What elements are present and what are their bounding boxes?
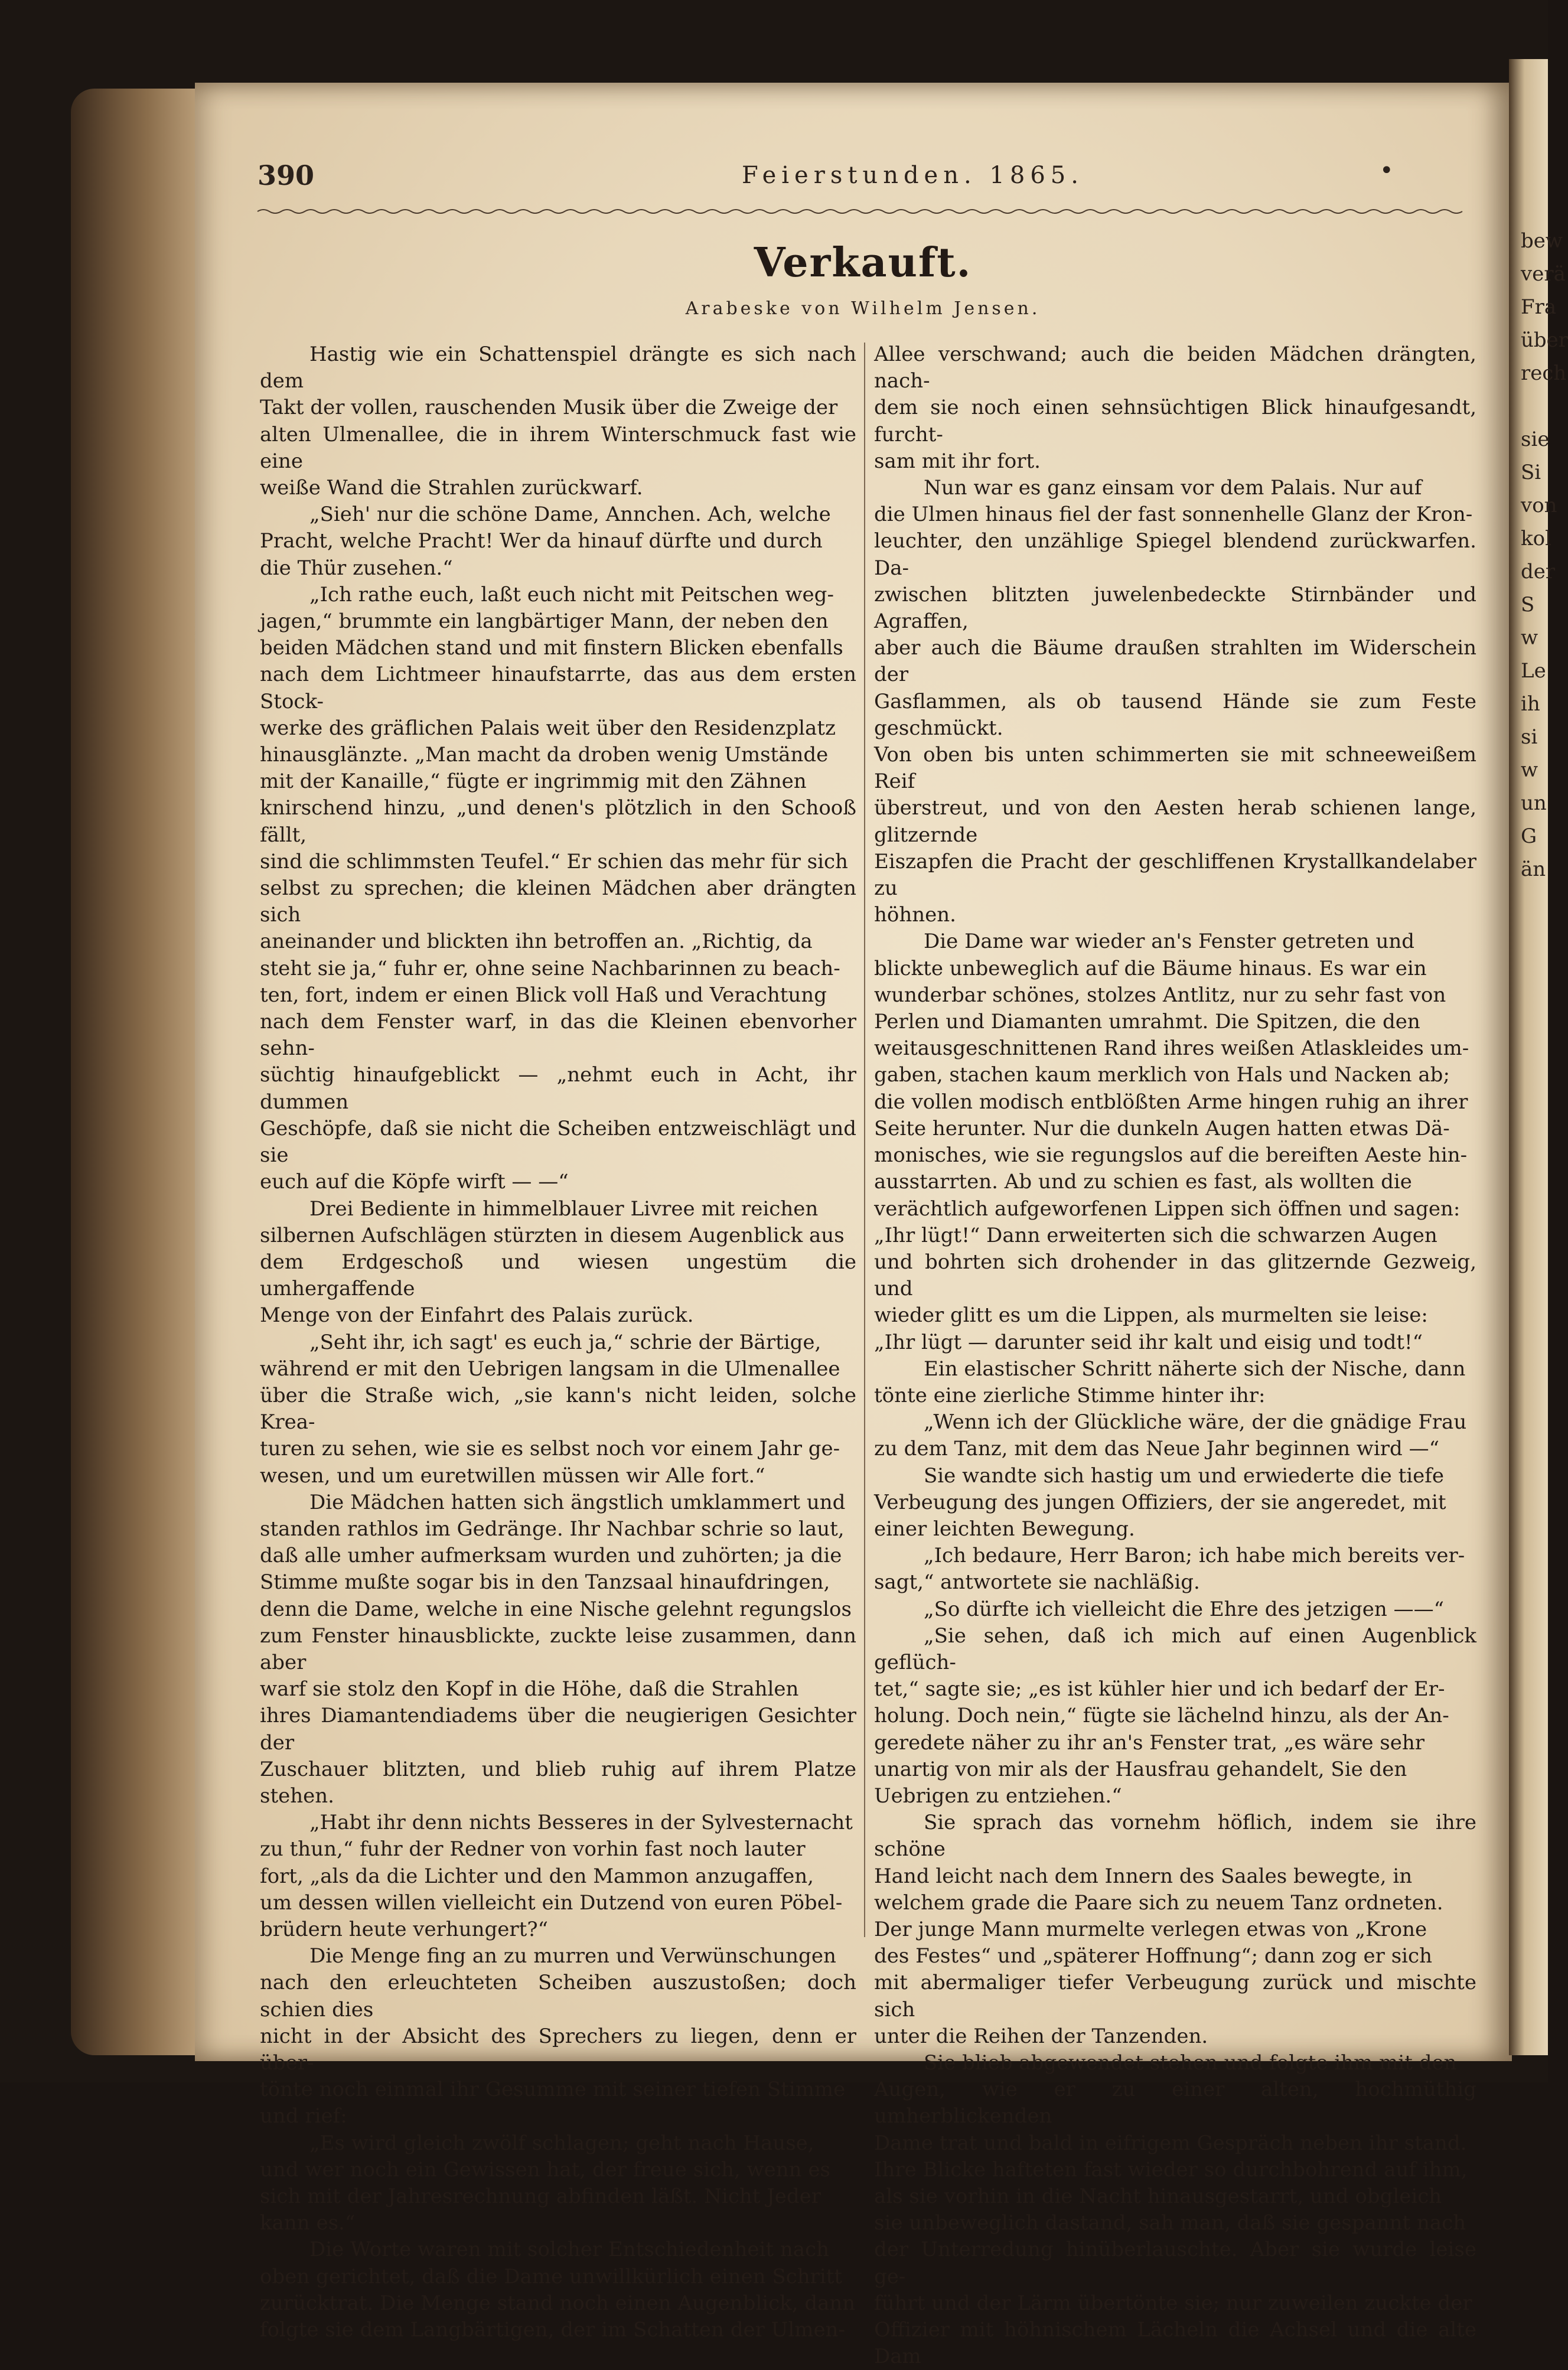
text-line: weitausgeschnittenen Rand ihres weißen Atlaskleides um-	[874, 1036, 1469, 1061]
text-line: tönte noch einmal ihr Gesumme mit seiner tiefen Stimme	[260, 2078, 846, 2102]
text-line: die Ulmen hinaus fiel der fast sonnenhelle Glanz der Kron-	[874, 503, 1473, 527]
text-line: „Ich bedaure, Herr Baron; ich habe mich bereits ver-	[924, 1544, 1465, 1568]
text-line: verächtlich aufgeworfenen Lippen sich öffnen und sagen:	[874, 1197, 1461, 1221]
text-line: denn die Dame, welche in eine Nische gelehnt regungslos	[260, 1597, 852, 1621]
text-line: Hand leicht nach dem Innern des Saales bewegte, in	[874, 1864, 1413, 1888]
text-line: sam mit ihr fort.	[874, 449, 1041, 473]
text-line: werke des gräflichen Palais weit über den Residenzplatz	[260, 716, 836, 740]
paragraph	[874, 928, 1476, 1355]
text-line: sich mit der Jahresrechnung abfinden läßt. Nicht Jeder	[260, 2185, 822, 2209]
text-line: leuchter, den unzählige Spiegel blendend zurückwarfen. Da-	[874, 529, 1476, 580]
text-line: wesen, und um euretwillen müssen wir Alle fort.“	[260, 1463, 765, 1488]
text-line: tet,“ sagte sie; „es ist kühler hier und ich bedarf der Er-	[874, 1677, 1445, 1701]
paragraph	[874, 1543, 1476, 1596]
text-line: ihres Diamantendiadems über die neugierigen Gesichter der	[260, 1704, 856, 1755]
text-line: turen zu sehen, wie sie es selbst noch vor einem Jahr ge-	[260, 1437, 840, 1461]
text-line: „Es wird gleich zwölf schlagen; geht nach Hause,	[309, 2131, 814, 2155]
text-line: während er mit den Uebrigen langsam in die Ulmenallee	[260, 1357, 840, 1381]
text-line: holung. Doch nein,“ fügte sie lächelnd hinzu, als der An-	[874, 1704, 1449, 1728]
text-line: sie unbeweglich dastand, sah man, daß sie gespannt nach	[874, 2211, 1466, 2235]
page-number: 390	[257, 159, 315, 191]
text-line: daß alle umher aufmerksam wurden und zuhörten; ja die	[260, 1544, 842, 1568]
article-byline: Arabeske von Wilhelm Jensen.	[685, 298, 1041, 319]
text-line: wunderbar schönes, stolzes Antlitz, nur zu sehr fast von	[874, 983, 1446, 1007]
paragraph	[260, 2237, 856, 2343]
text-line: Ein elastischer Schritt näherte sich der Nische, dann	[924, 1357, 1466, 1381]
paragraph	[260, 1329, 856, 1489]
text-line: „Habt ihr denn nichts Besseres in der Sylvesternacht	[309, 1811, 853, 1835]
text-line: tönte eine zierliche Stimme hinter ihr:	[874, 1383, 1266, 1407]
text-line: aneinander und blickten ihn betroffen an. „Richtig, da	[260, 930, 813, 954]
text-line: des Festes“ und „späterer Hoffnung“; dann zog er sich	[874, 1944, 1432, 1968]
text-line: hinausglänzte. „Man macht da droben wenig Umstände	[260, 743, 829, 767]
text-line: „Ihr lügt!“ Dann erweiterten sich die schwarzen Augen	[874, 1223, 1437, 1247]
text-line: warf sie stolz den Kopf in die Höhe, daß die Strahlen	[260, 1677, 799, 1701]
text-line: aber auch die Bäume draußen strahlten im Widerschein der	[874, 636, 1476, 687]
text-line: und wer noch ein Gewissen hat, der freue sich, wenn es	[260, 2157, 830, 2182]
text-line: sind die schlimmsten Teufel.“ Er schien das mehr für sich	[260, 849, 848, 873]
next-page-edge	[1509, 59, 1568, 2055]
text-line: als sie vorhin in die Nacht hinausgestarrt, und obgleich	[874, 2185, 1442, 2209]
text-line: weiße Wand die Strahlen zurückwarf.	[260, 476, 643, 500]
text-line: „Ihr lügt — darunter seid ihr kalt und eisig und todt!“	[874, 1330, 1423, 1354]
paragraph	[874, 1356, 1476, 1409]
text-line: Stimme mußte sogar bis in den Tanzsaal hinaufdringen,	[260, 1570, 830, 1595]
text-line: geredete näher zu ihr an's Fenster trat, „es wäre sehr	[874, 1730, 1424, 1755]
text-line: über die Straße wich, „sie kann's nicht leiden, solche Krea-	[260, 1383, 856, 1435]
text-line: „Wenn ich der Glückliche wäre, der die gnädige Frau	[924, 1410, 1467, 1435]
text-line: Perlen und Diamanten umrahmt. Die Spitzen, die den	[874, 1010, 1420, 1034]
text-line: und rief:	[260, 2104, 347, 2128]
text-line: Augen, wie er zu einer alten, hochmüthig umherblickenden	[874, 2078, 1476, 2128]
text-line: Uebrigen zu entziehen.“	[874, 1784, 1122, 1808]
text-line: „Seht ihr, ich sagt' es euch ja,“ schrie der Bärtige,	[309, 1330, 822, 1354]
text-line: Der junge Mann murmelte verlegen etwas von „Krone	[874, 1917, 1427, 1941]
text-line: führt und der Lärm übertönte sie; nur zuweilen zuckte der	[874, 2291, 1472, 2315]
text-line: Zuschauer blitzten, und blieb ruhig auf ihrem Platze stehen.	[260, 1757, 856, 1808]
text-line: „Sie sehen, daß ich mich auf einen Augenblick geflüch-	[874, 1624, 1476, 1674]
paragraph	[260, 582, 856, 1196]
page-stack-edge	[71, 89, 198, 2055]
text-line: jagen,“ brummte ein langbärtiger Mann, der neben den	[260, 609, 829, 634]
text-line: Offizier mit höhnischem Lächeln die Achsel und die alte Dam	[874, 2318, 1476, 2369]
text-line: wieder glitt es um die Lippen, als murmelten sie leise:	[874, 1303, 1428, 1328]
text-line: Sie blieb abgewendet stehen und folgte ihm mit den	[924, 2051, 1457, 2075]
text-line: Seite herunter. Nur die dunkeln Augen hatten etwas Dä-	[874, 1116, 1450, 1140]
text-line: gaben, stachen kaum merklich von Hals und Nacken ab;	[874, 1063, 1450, 1087]
text-line: kann es.“	[260, 2211, 356, 2235]
text-line: folgte sie dem Langbärtigen, der im Schatten der Ulmen-	[260, 2318, 845, 2342]
text-line: Die Mädchen hatten sich ängstlich umklammert und	[309, 1490, 846, 1514]
text-line: alten Ulmenallee, die in ihrem Winterschmuck fast wie eine	[260, 422, 856, 473]
running-title: Feierstunden. 1865.	[742, 162, 1084, 189]
text-line: welchem grade die Paare sich zu neuem Tanz ordneten.	[874, 1890, 1443, 1915]
paragraph	[874, 341, 1476, 475]
text-line: süchtig hinaufgeblickt — „nehmt euch in Acht, ihr dummen	[260, 1063, 856, 1114]
paragraph	[260, 1943, 856, 2130]
text-line: dem Erdgeschoß und wiesen ungestüm die umhergaffende	[260, 1250, 856, 1301]
text-line: zurücktrat. Die Menge stand noch einen Augenblick, dann	[260, 2291, 856, 2315]
page-header	[257, 159, 1468, 201]
paragraph	[260, 1196, 856, 1329]
text-line: die vollen modisch entblößten Arme hingen ruhig an ihrer	[874, 1090, 1468, 1114]
text-line: Nun war es ganz einsam vor dem Palais. Nur auf	[924, 476, 1422, 500]
text-line: Takt der vollen, rauschenden Musik über die Zweige der	[260, 396, 838, 420]
text-line: dem sie noch einen sehnsüchtigen Blick hinaufgesandt, furcht-	[874, 396, 1476, 446]
text-line: zwischen blitzten juwelenbedeckte Stirnbänder und Agraffen,	[874, 582, 1476, 634]
paragraph	[260, 1489, 856, 1810]
text-line: nicht in der Absicht des Sprechers zu liegen, denn er über-	[260, 2024, 856, 2075]
text-line: sagt,“ antwortete sie nachläßig.	[874, 1570, 1200, 1595]
text-line: „Ich rathe euch, laßt euch nicht mit Peitschen weg-	[309, 582, 834, 607]
text-line: mit abermaliger tiefer Verbeugung zurück und mischte sich	[874, 1971, 1476, 2022]
text-line: Von oben bis unten schimmerten sie mit schneeweißem Reif	[874, 743, 1476, 794]
text-line: „So dürfte ich vielleicht die Ehre des jetzigen ——“	[924, 1597, 1444, 1621]
text-line: Sie sprach das vornehm höflich, indem sie ihre schöne	[874, 1811, 1476, 1862]
text-line: um dessen willen vielleicht ein Dutzend von euren Pöbel-	[260, 1890, 843, 1915]
text-line: nach den erleuchteten Scheiben auszustoßen; doch schien dies	[260, 1971, 856, 2022]
text-line: Verbeugung des jungen Offiziers, der sie angeredet, mit	[874, 1490, 1446, 1514]
text-line: der Unterredung hinüberlauschte. Aber sie wurde leise ge-	[874, 2238, 1476, 2288]
paragraph	[260, 341, 856, 501]
text-line: Geschöpfe, daß sie nicht die Scheiben entzweischlägt und sie	[260, 1116, 856, 1168]
text-line: Dame trat und bald in eifrigem Gespräch neben ihr stand.	[874, 2131, 1467, 2155]
text-line: Die Menge fing an zu murren und Verwünschungen	[309, 1944, 836, 1968]
text-line: euch auf die Köpfe wirft — —“	[260, 1170, 569, 1194]
text-line: ausstarrten. Ab und zu schien es fast, als wollten die	[874, 1170, 1412, 1194]
text-line: Menge von der Einfahrt des Palais zurück.	[260, 1303, 694, 1328]
text-line: Die Dame war wieder an's Fenster getreten und	[924, 930, 1415, 954]
next-page-fragments: bew verä Fra über rech sie Si von kol der S w Le ih si w un G än	[1521, 229, 1568, 881]
text-line: höhnen.	[874, 903, 956, 927]
text-line: Gasflammen, als ob tausend Hände sie zum Feste geschmückt.	[874, 689, 1476, 740]
paragraph	[874, 1463, 1476, 1543]
paragraph	[874, 1623, 1476, 1810]
paragraph	[260, 2130, 856, 2237]
text-line: ten, fort, indem er einen Blick voll Haß und Verachtung	[260, 983, 827, 1007]
text-line: monisches, wie sie regungslos auf die bereiften Aeste hin-	[874, 1143, 1468, 1168]
header-ornament: •	[1380, 157, 1394, 184]
paragraph	[260, 501, 856, 582]
text-line: beiden Mädchen stand und mit finstern Blicken ebenfalls	[260, 636, 843, 660]
text-line: Hastig wie ein Schattenspiel drängte es sich nach dem	[260, 343, 856, 393]
text-line: zu thun,“ fuhr der Redner von vorhin fast noch lauter	[260, 1837, 806, 1862]
text-line: nach dem Fenster warf, in das die Kleinen ebenvorher sehn-	[260, 1010, 856, 1061]
paragraph	[874, 475, 1476, 928]
article-title: Verkauft.	[754, 239, 972, 286]
header-wavy-rule	[257, 208, 1468, 215]
column-divider	[864, 343, 865, 1937]
paragraph	[874, 1596, 1476, 1623]
text-line: steht sie ja,“ fuhr er, ohne seine Nachbarinnen zu beach-	[260, 956, 840, 980]
text-column-left	[260, 341, 856, 2343]
text-line: und bohrten sich drohender in das glitzernde Gezweig, und	[874, 1250, 1476, 1301]
text-column-right	[874, 341, 1476, 2370]
text-line: Sie wandte sich hastig um und erwiederte die tiefe	[924, 1463, 1444, 1488]
text-line: nach dem Lichtmeer hinaufstarrte, das aus dem ersten Stock-	[260, 663, 856, 713]
text-line: silbernen Aufschlägen stürzten in diesem Augenblick aus	[260, 1223, 845, 1247]
paragraph	[874, 2050, 1476, 2370]
paragraph	[874, 1409, 1476, 1462]
text-line: unter die Reihen der Tanzenden.	[874, 2024, 1208, 2048]
text-line: „Sieh' nur die schöne Dame, Annchen. Ach, welche	[309, 503, 831, 527]
paragraph	[260, 1810, 856, 1943]
text-line: zum Fenster hinausblickte, zuckte leise zusammen, dann aber	[260, 1624, 856, 1674]
text-line: oben gerichtet, daß die Dame unwillkürlich einen Schritt	[260, 2264, 843, 2288]
text-line: blickte unbeweglich auf die Bäume hinaus. Es war ein	[874, 956, 1427, 980]
text-line: standen rathlos im Gedränge. Ihr Nachbar schrie so laut,	[260, 1517, 845, 1541]
text-line: zu dem Tanz, mit dem das Neue Jahr beginnen wird —“	[874, 1437, 1439, 1461]
text-line: mit der Kanaille,“ fügte er ingrimmig mit den Zähnen	[260, 770, 807, 794]
text-line: die Thür zusehen.“	[260, 556, 453, 580]
text-line: Allee verschwand; auch die beiden Mädchen drängten, nach-	[874, 343, 1476, 393]
text-line: Pracht, welche Pracht! Wer da hinauf dürfte und durch	[260, 529, 823, 553]
text-line: brüdern heute verhungert?“	[260, 1917, 548, 1941]
text-line: Eiszapfen die Pracht der geschliffenen Krystallkandelaber zu	[874, 849, 1476, 901]
text-line: fort, „als da die Lichter und den Mammon anzugaffen,	[260, 1864, 814, 1888]
text-line: selbst zu sprechen; die kleinen Mädchen aber drängten sich	[260, 876, 856, 927]
text-line: Ihre Blicke hafteten fast wieder so durchbohrend auf ihm,	[874, 2157, 1468, 2182]
text-line: Die Worte waren mit solcher Entschiedenheit nach	[309, 2238, 829, 2262]
paragraph	[874, 1810, 1476, 2050]
text-line: Drei Bediente in himmelblauer Livree mit reichen	[309, 1197, 819, 1221]
text-line: überstreut, und von den Aesten herab schienen lange, glitzernde	[874, 796, 1476, 847]
text-line: einer leichten Bewegung.	[874, 1517, 1135, 1541]
text-line: unartig von mir als der Hausfrau gehandelt, Sie den	[874, 1757, 1407, 1781]
text-line: knirschend hinzu, „und denen's plötzlich in den Schooß fällt,	[260, 796, 856, 847]
